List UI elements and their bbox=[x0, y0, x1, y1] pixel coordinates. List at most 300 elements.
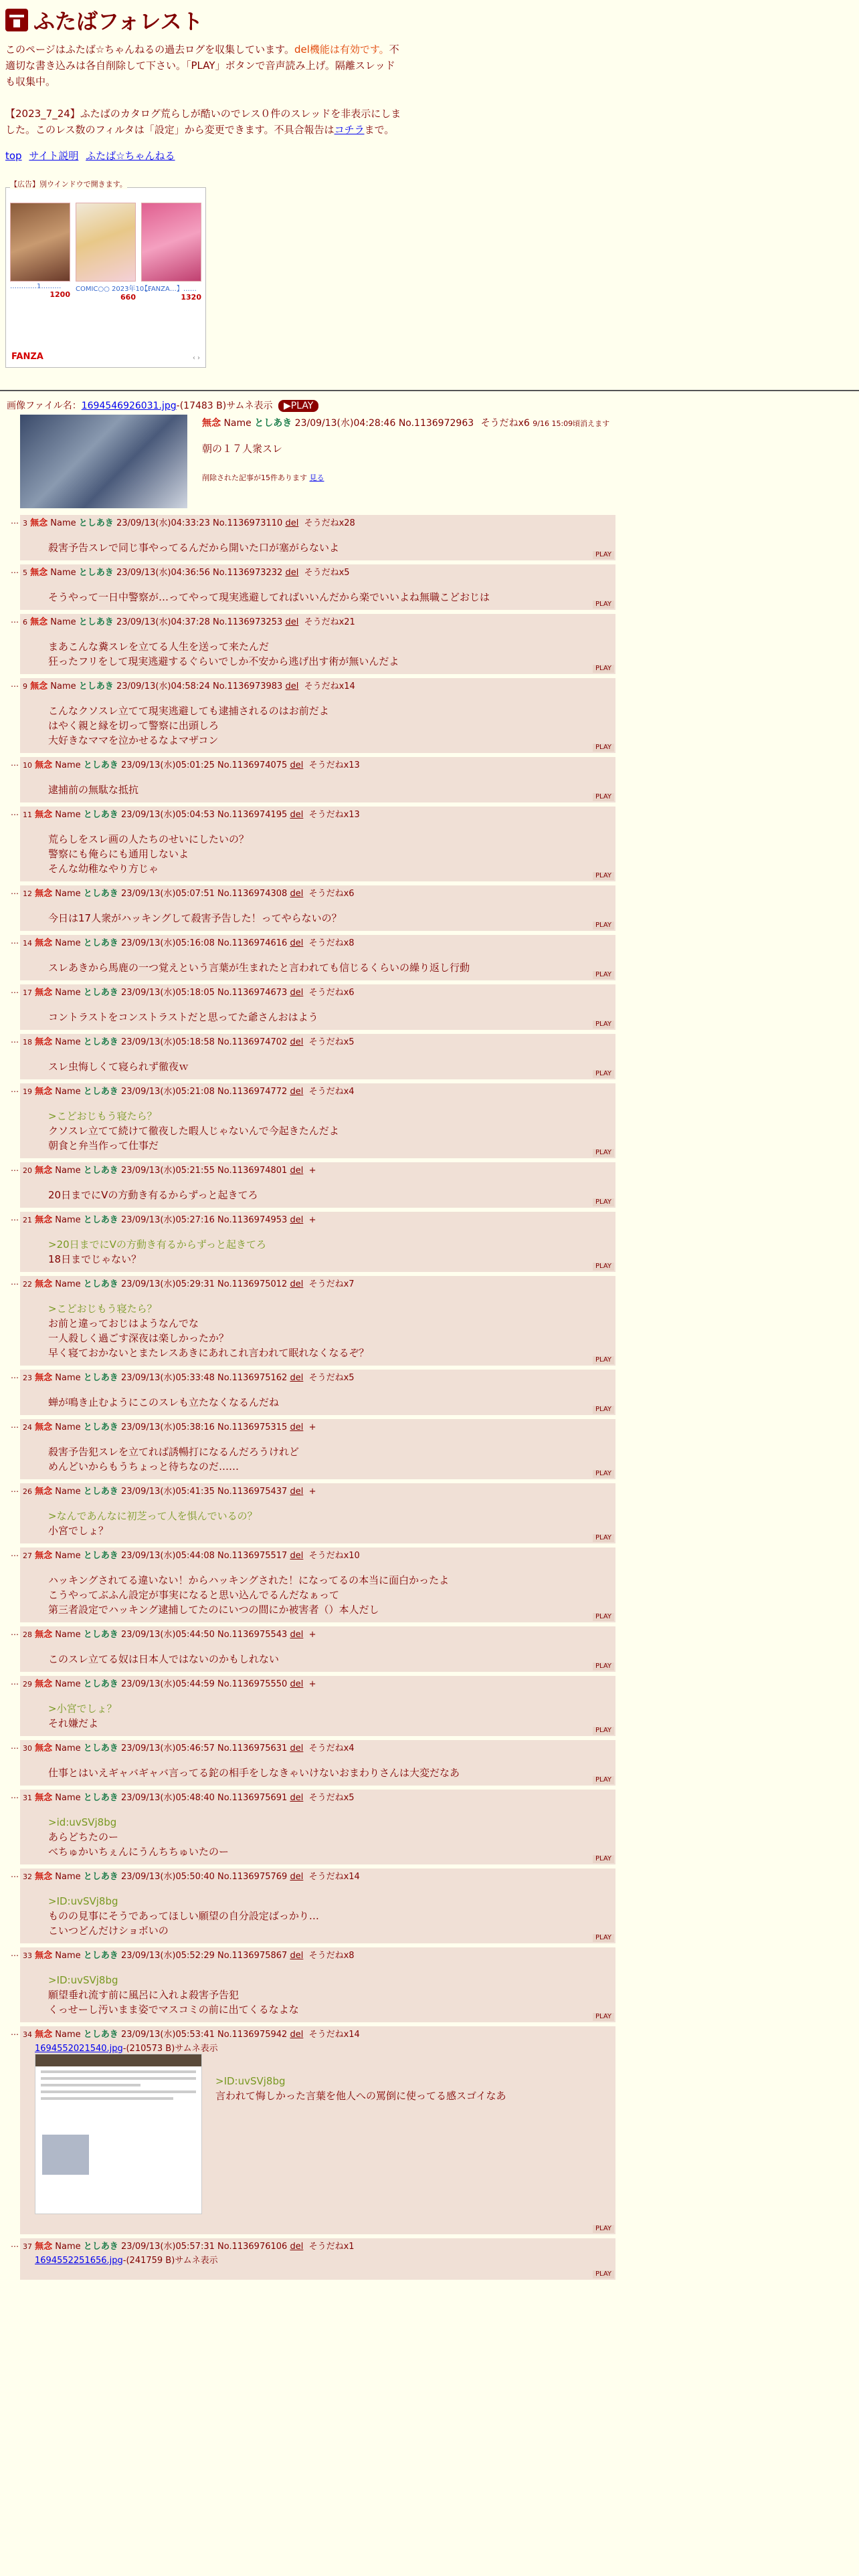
soudane-button[interactable]: + bbox=[308, 1422, 316, 1432]
ad-title[interactable]: …………1……… bbox=[10, 283, 62, 290]
body-line: 願望垂れ流す前に風呂に入れよ殺害予告犯 bbox=[48, 1989, 240, 2001]
del-link[interactable]: del bbox=[290, 1679, 304, 1689]
ad-image[interactable] bbox=[76, 203, 136, 282]
reply-post bbox=[0, 1676, 622, 1736]
reply-index: 28 bbox=[23, 1630, 32, 1639]
body-line: このスレ立てる奴は日本人ではないのかもしれない bbox=[48, 1653, 280, 1665]
reply-index: 17 bbox=[23, 988, 32, 997]
del-link[interactable]: del bbox=[290, 1743, 304, 1753]
soudane-button[interactable]: そうだねx5 bbox=[308, 1373, 355, 1383]
reply-play-button[interactable]: PLAY bbox=[593, 971, 614, 979]
reply-info bbox=[23, 518, 613, 530]
reply-dots: … bbox=[11, 2240, 19, 2249]
reply-play-button[interactable]: PLAY bbox=[593, 1534, 614, 1542]
reply-play-button[interactable]: PLAY bbox=[593, 1021, 614, 1029]
op-file-line bbox=[7, 399, 856, 412]
reply-index: 33 bbox=[23, 1951, 32, 1960]
reply-box bbox=[20, 1483, 615, 1543]
reply-number[interactable]: No.1136974308 bbox=[217, 889, 288, 899]
reply-number[interactable]: No.1136975162 bbox=[217, 1373, 288, 1383]
reply-file-meta: -(241759 B)サムネ表示 bbox=[122, 2256, 218, 2266]
reply-dots: … bbox=[11, 1628, 19, 1637]
reply-name: としあき bbox=[83, 1487, 118, 1497]
reply-name-label: Name bbox=[55, 1679, 81, 1689]
soudane-button[interactable]: + bbox=[308, 1630, 316, 1640]
reply-body bbox=[23, 693, 613, 753]
reply-box bbox=[20, 935, 615, 980]
reply-body bbox=[23, 950, 613, 980]
reply-play-button[interactable]: PLAY bbox=[593, 1356, 614, 1364]
del-link[interactable]: del bbox=[290, 760, 304, 770]
reply-play-button[interactable]: PLAY bbox=[593, 1727, 614, 1735]
reply-play-button[interactable]: PLAY bbox=[593, 665, 614, 673]
body-line: はやく親と縁を切って警察に出頭しろ bbox=[48, 720, 219, 732]
soudane-button[interactable]: そうだねx4 bbox=[308, 1743, 355, 1753]
reply-number[interactable]: No.1136975631 bbox=[217, 1743, 288, 1753]
site-title bbox=[5, 5, 403, 35]
body-line: 言われて悔しかった言葉を他人への罵倒に使ってる感スゴイなあ bbox=[215, 2090, 506, 2102]
reply-number[interactable]: No.1136974702 bbox=[217, 1037, 288, 1047]
reply-number[interactable]: No.1136975550 bbox=[217, 1679, 288, 1689]
reply-body bbox=[23, 772, 613, 802]
reply-box bbox=[20, 564, 615, 610]
reply-datetime: 23/09/13(水)05:44:08 bbox=[120, 1551, 215, 1561]
del-link[interactable]: del bbox=[290, 1087, 304, 1097]
quote-line: >ID:uvSVj8bg bbox=[215, 2075, 286, 2087]
body-line: 荒らしをスレ画の人たちのせいにしたいの？ bbox=[48, 833, 250, 845]
del-link[interactable]: del bbox=[290, 1166, 304, 1176]
reply-index: 27 bbox=[23, 1551, 32, 1560]
body-line: 殺害予告犯スレを立てれば誘暢打になるんだろうけれど bbox=[48, 1446, 300, 1458]
soudane-button[interactable]: + bbox=[308, 1215, 316, 1225]
reply-body bbox=[23, 629, 613, 674]
del-link[interactable]: del bbox=[285, 617, 299, 627]
op-file-link[interactable]: 1694546926031.jpg bbox=[81, 401, 177, 411]
reply-play-button[interactable]: PLAY bbox=[593, 1613, 614, 1621]
reply-datetime: 23/09/13(水)05:57:31 bbox=[120, 2242, 215, 2252]
soudane-button[interactable]: そうだねx5 bbox=[304, 568, 350, 578]
body-line: 朝食と弁当作って仕事だ bbox=[48, 1140, 159, 1152]
reply-play-button[interactable]: PLAY bbox=[593, 1406, 614, 1414]
notice-body: 【2023_7_24】ふたばのカタログ荒らしが酷いのでレス０件のスレッドを非表示にしました。このレス数のフィルタは「設定」から変更できます。不具合報告は bbox=[5, 108, 401, 136]
reply-number[interactable]: No.1136975942 bbox=[217, 2030, 288, 2040]
soudane-button[interactable]: そうだねx13 bbox=[308, 810, 360, 820]
del-link[interactable]: del bbox=[290, 1630, 304, 1640]
reply-datetime: 23/09/13(水)05:50:40 bbox=[120, 1872, 215, 1882]
reply-post bbox=[0, 757, 622, 802]
reply-post bbox=[0, 885, 622, 931]
reply-number[interactable]: No.1136974075 bbox=[217, 760, 288, 770]
reply-info bbox=[23, 1086, 613, 1098]
quote-line: >なんであんなに初芝って人を惧んでいるの？ bbox=[48, 1510, 258, 1522]
body-line: 狂ったフリをして現実逃避するぐらいでしか不安から逃げ出す術が無いんだよ bbox=[48, 655, 399, 667]
soudane-button[interactable]: そうだねx4 bbox=[308, 1087, 355, 1097]
reply-index: 30 bbox=[23, 1744, 32, 1753]
ad-image[interactable] bbox=[141, 203, 201, 282]
body-line: そんな幼稚なやり方じゃ bbox=[48, 863, 159, 875]
del-link[interactable]: del bbox=[285, 681, 299, 691]
reply-body bbox=[23, 1226, 613, 1272]
reply-dots: … bbox=[11, 1085, 19, 1094]
top-nav bbox=[5, 148, 403, 163]
quote-line: >ID:uvSVj8bg bbox=[48, 1974, 118, 1986]
soudane-button[interactable]: そうだねx7 bbox=[308, 1279, 355, 1289]
reply-play-button[interactable]: PLAY bbox=[593, 1934, 614, 1942]
reply-box bbox=[20, 1740, 615, 1786]
reply-number[interactable]: No.1136975867 bbox=[217, 1951, 288, 1961]
reply-box bbox=[20, 984, 615, 1030]
reply-post bbox=[0, 1547, 622, 1622]
reply-name: としあき bbox=[83, 760, 118, 770]
reply-post bbox=[0, 1947, 622, 2022]
ad-title[interactable]: 【FANZA…】…… bbox=[141, 286, 197, 293]
reply-datetime: 23/09/13(水)04:36:56 bbox=[116, 568, 210, 578]
del-link[interactable]: del bbox=[290, 1793, 304, 1803]
file-label: 画像ファイル名： bbox=[7, 401, 82, 411]
reply-subject: 無念 bbox=[35, 889, 53, 899]
reply-play-button[interactable]: PLAY bbox=[593, 1776, 614, 1784]
reply-datetime: 23/09/13(水)05:33:48 bbox=[120, 1373, 215, 1383]
reply-play-button[interactable]: PLAY bbox=[593, 2270, 614, 2278]
reply-box bbox=[20, 2238, 615, 2280]
reply-number[interactable]: No.1136974772 bbox=[217, 1087, 288, 1097]
body-line: くっせーし汚いまま姿でマスコミの前に出てくるなよな bbox=[48, 2004, 299, 2016]
reply-box bbox=[20, 1790, 615, 1864]
reply-datetime: 23/09/13(水)05:04:53 bbox=[120, 810, 215, 820]
intro-del-notice: del機能は有効です。 bbox=[294, 43, 389, 56]
site-title-text: ふたばフォレスト bbox=[33, 9, 203, 34]
op-info bbox=[202, 416, 609, 429]
reply-box bbox=[20, 1419, 615, 1479]
soudane-button[interactable]: + bbox=[308, 1679, 316, 1689]
del-link[interactable]: del bbox=[290, 1951, 304, 1961]
reply-index: 37 bbox=[23, 2242, 32, 2251]
reply-play-button[interactable]: PLAY bbox=[593, 793, 614, 801]
reply-subject: 無念 bbox=[35, 2242, 53, 2252]
reply-dots: … bbox=[11, 566, 19, 575]
reply-post bbox=[0, 1626, 622, 1672]
image-reply-content bbox=[23, 2041, 613, 2234]
reply-play-button[interactable]: PLAY bbox=[593, 922, 614, 930]
body-line: 大好きなママを泣かせるなよマザコン bbox=[48, 734, 219, 746]
op-thumbnail[interactable] bbox=[20, 415, 187, 508]
nav-top-link[interactable]: top bbox=[5, 150, 22, 162]
ad-item[interactable] bbox=[76, 203, 151, 310]
soudane-button[interactable]: そうだねx14 bbox=[308, 1872, 360, 1882]
body-line: ハッキングされてる違いない！からハッキングされた！になってるの本当に面白かったよ bbox=[48, 1574, 450, 1586]
reply-body bbox=[23, 1049, 613, 1079]
intro-text-c: 不適切な書き込みは各自削除して下さい。「PLAY」ボタンで音声読み上げ。隔離スレッドも収集中。 bbox=[5, 43, 399, 88]
reply-name: としあき bbox=[83, 1793, 118, 1803]
reply-number[interactable]: No.1136975691 bbox=[217, 1793, 288, 1803]
reply-box bbox=[20, 1212, 615, 1272]
reply-name-label: Name bbox=[55, 1951, 81, 1961]
reply-body bbox=[23, 900, 613, 931]
reply-name: としあき bbox=[83, 988, 118, 998]
reply-index: 3 bbox=[23, 519, 27, 528]
body-line: 早く寝ておかないとまたレスあきにあれこれ言われて眠れなくなるぞ？ bbox=[48, 1347, 369, 1359]
body-line: 殺害予告スレで同じ事やってるんだから開いた口が塞がらないよ bbox=[48, 542, 340, 554]
reply-number[interactable]: No.1136974616 bbox=[217, 938, 288, 948]
reply-post bbox=[0, 1868, 622, 1943]
reply-number[interactable]: No.1136974195 bbox=[217, 810, 288, 820]
reply-play-button[interactable]: PLAY bbox=[593, 601, 614, 609]
reply-play-button[interactable]: PLAY bbox=[593, 2225, 614, 2233]
reply-play-button[interactable]: PLAY bbox=[593, 1198, 614, 1206]
reply-post bbox=[0, 1740, 622, 1786]
reply-post bbox=[0, 1083, 622, 1158]
reply-info bbox=[23, 1550, 613, 1562]
reply-play-button[interactable]: PLAY bbox=[593, 1470, 614, 1478]
op-deleted-notice bbox=[202, 472, 324, 483]
reply-file-link[interactable]: 1694552021540.jpg bbox=[35, 2044, 123, 2054]
reply-dots: … bbox=[11, 1549, 19, 1558]
reply-number[interactable]: No.1136975543 bbox=[217, 1630, 288, 1640]
thread-divider bbox=[0, 390, 859, 391]
soudane-button[interactable]: そうだねx6 bbox=[308, 889, 355, 899]
reply-number[interactable]: No.1136975769 bbox=[217, 1872, 288, 1882]
reply-datetime: 23/09/13(水)05:29:31 bbox=[120, 1279, 215, 1289]
soudane-button[interactable]: そうだねx14 bbox=[304, 681, 355, 691]
reply-number[interactable]: No.1136974673 bbox=[217, 988, 288, 998]
reply-name-label: Name bbox=[55, 1373, 81, 1383]
soudane-button[interactable]: そうだねx1 bbox=[308, 2242, 355, 2252]
reply-box bbox=[20, 1083, 615, 1158]
body-line: 逮捕前の無駄な抵抗 bbox=[48, 784, 139, 796]
reply-play-button[interactable]: PLAY bbox=[593, 2013, 614, 2021]
soudane-button[interactable]: そうだねx8 bbox=[308, 1951, 355, 1961]
body-line: 小宮でしょ？ bbox=[48, 1525, 109, 1537]
reply-index: 12 bbox=[23, 889, 32, 898]
reply-dots: … bbox=[11, 679, 19, 689]
soudane-button[interactable]: そうだねx5 bbox=[308, 1037, 355, 1047]
reply-play-button[interactable]: PLAY bbox=[593, 1149, 614, 1157]
reply-play-button[interactable]: PLAY bbox=[593, 872, 614, 880]
reply-datetime: 23/09/13(水)05:52:29 bbox=[120, 1951, 215, 1961]
reply-number[interactable]: No.1136975437 bbox=[217, 1487, 288, 1497]
reply-play-button[interactable]: PLAY bbox=[593, 744, 614, 752]
reply-post bbox=[0, 1790, 622, 1864]
body-line: お前と違っておじはようなんでな bbox=[48, 1317, 199, 1329]
reply-number[interactable]: No.1136973232 bbox=[213, 568, 283, 578]
reply-info bbox=[23, 1037, 613, 1049]
body-line: こんなクソスレ立てて現実逃避しても逮捕されるのはお前だよ bbox=[48, 705, 329, 717]
op-soudane[interactable]: そうだねx6 bbox=[480, 418, 530, 429]
del-link[interactable]: del bbox=[290, 2030, 304, 2040]
del-link[interactable]: del bbox=[285, 568, 299, 578]
reply-number[interactable]: No.1136975517 bbox=[217, 1551, 288, 1561]
op-name-label: Name bbox=[223, 418, 252, 429]
reply-index: 5 bbox=[23, 568, 27, 577]
reply-datetime: 23/09/13(水)05:41:35 bbox=[120, 1487, 215, 1497]
reply-box bbox=[20, 2026, 615, 2234]
op-subject: 無念 bbox=[202, 418, 221, 429]
del-link[interactable]: del bbox=[290, 1037, 304, 1047]
ad-pager-arrows[interactable]: ‹ › bbox=[192, 354, 200, 362]
reply-subject: 無念 bbox=[35, 938, 53, 948]
reply-play-button[interactable]: PLAY bbox=[593, 1662, 614, 1671]
reply-list bbox=[0, 515, 622, 2284]
reply-body bbox=[23, 1755, 613, 1786]
ad-price: 1200 bbox=[50, 290, 70, 299]
nav-futaba-link[interactable]: ふたば☆ちゃんねる bbox=[86, 150, 175, 162]
soudane-button[interactable]: そうだねx13 bbox=[308, 760, 360, 770]
body-line: コントラストをコンストラストだと思ってた爺さんおはよう bbox=[48, 1011, 318, 1023]
reply-box bbox=[20, 1947, 615, 2022]
reply-name: としあき bbox=[83, 1679, 118, 1689]
reply-name-label: Name bbox=[55, 1215, 81, 1225]
reply-name: としあき bbox=[78, 617, 114, 627]
body-line: ものの見事にそうであってほしい願望の自分設定ばっかり… bbox=[48, 1910, 319, 1922]
reply-name-label: Name bbox=[50, 518, 76, 528]
soudane-button[interactable]: そうだねx10 bbox=[308, 1551, 360, 1561]
reply-play-button[interactable]: PLAY bbox=[593, 1855, 614, 1863]
reply-number[interactable]: No.1136975012 bbox=[217, 1279, 288, 1289]
reply-box bbox=[20, 678, 615, 753]
reply-info bbox=[23, 1950, 613, 1962]
reply-subject: 無念 bbox=[30, 568, 48, 578]
del-link[interactable]: del bbox=[290, 988, 304, 998]
intro-text bbox=[5, 41, 403, 90]
soudane-button[interactable]: + bbox=[308, 1166, 316, 1176]
del-link[interactable]: del bbox=[290, 1551, 304, 1561]
reply-subject: 無念 bbox=[35, 1422, 53, 1432]
reply-datetime: 23/09/13(水)04:33:23 bbox=[116, 518, 210, 528]
soudane-button[interactable]: そうだねx8 bbox=[308, 938, 355, 948]
body-line: 警察にも俺らにも通用しないよ bbox=[48, 848, 189, 860]
reply-datetime: 23/09/13(水)04:58:24 bbox=[116, 681, 210, 691]
reply-play-button[interactable]: PLAY bbox=[593, 1070, 614, 1078]
reply-post bbox=[0, 515, 622, 560]
reply-name-label: Name bbox=[55, 1793, 81, 1803]
reply-file-line bbox=[23, 2041, 613, 2054]
ad-title[interactable]: COMIC○○ 2023年10… bbox=[76, 286, 151, 293]
del-link[interactable]: del bbox=[290, 1872, 304, 1882]
ad-image[interactable] bbox=[10, 203, 70, 282]
soudane-button[interactable]: そうだねx6 bbox=[308, 988, 355, 998]
reply-post bbox=[0, 1162, 622, 1208]
reply-subject: 無念 bbox=[35, 1037, 53, 1047]
quote-line: >ID:uvSVj8bg bbox=[48, 1895, 118, 1907]
del-link[interactable]: del bbox=[290, 1422, 304, 1432]
soudane-button[interactable]: そうだねx28 bbox=[304, 518, 355, 528]
body-line: こうやってぶふん設定が事実になると思い込んでるんだなぁって bbox=[48, 1589, 340, 1601]
reply-dots: … bbox=[11, 615, 19, 625]
del-link[interactable]: del bbox=[290, 810, 304, 820]
reply-name-label: Name bbox=[55, 2030, 81, 2040]
reply-post bbox=[0, 678, 622, 753]
del-link[interactable]: del bbox=[290, 1279, 304, 1289]
reply-name-label: Name bbox=[55, 1872, 81, 1882]
reply-index: 32 bbox=[23, 1872, 32, 1881]
reply-index: 19 bbox=[23, 1087, 32, 1096]
del-link[interactable]: del bbox=[290, 889, 304, 899]
reply-thumbnail[interactable] bbox=[35, 2054, 202, 2214]
bug-report-link[interactable]: コチラ bbox=[334, 124, 365, 136]
quote-line: >小宮でしょ？ bbox=[48, 1703, 117, 1715]
reply-post bbox=[0, 1370, 622, 1415]
reply-name-label: Name bbox=[55, 1037, 81, 1047]
reply-index: 9 bbox=[23, 682, 27, 691]
fanza-logo: FANZA bbox=[11, 352, 43, 362]
reply-number[interactable]: No.1136975315 bbox=[217, 1422, 288, 1432]
op-number[interactable]: No.1136972963 bbox=[398, 418, 474, 429]
reply-dots: … bbox=[11, 986, 19, 995]
body-line: 今日は17人衆がハッキングして殺害予告した！ってやらないの？ bbox=[48, 912, 342, 924]
body-line: スレ虫悔しくて寝られず徹夜ｗ bbox=[48, 1061, 189, 1073]
del-link[interactable]: del bbox=[285, 518, 299, 528]
reply-number[interactable]: No.1136973110 bbox=[213, 518, 283, 528]
reply-subject: 無念 bbox=[35, 1166, 53, 1176]
reply-subject: 無念 bbox=[35, 1551, 53, 1561]
reply-box bbox=[20, 1162, 615, 1208]
reply-number[interactable]: No.1136973253 bbox=[213, 617, 283, 627]
reply-info bbox=[23, 1792, 613, 1804]
reply-body bbox=[23, 1434, 613, 1479]
reply-subject: 無念 bbox=[35, 1373, 53, 1383]
del-link[interactable]: del bbox=[290, 938, 304, 948]
reply-subject: 無念 bbox=[35, 1872, 53, 1882]
reply-dots: … bbox=[11, 1741, 19, 1751]
reply-index: 22 bbox=[23, 1280, 32, 1289]
reply-info bbox=[23, 760, 613, 772]
reply-post bbox=[0, 614, 622, 674]
body-line: 18日までじゃない？ bbox=[48, 1253, 142, 1265]
reply-datetime: 23/09/13(水)05:44:50 bbox=[120, 1630, 215, 1640]
reply-name-label: Name bbox=[55, 810, 81, 820]
ad-item[interactable] bbox=[141, 203, 201, 310]
reply-name: としあき bbox=[83, 1279, 118, 1289]
del-link[interactable]: del bbox=[290, 1487, 304, 1497]
soudane-button[interactable]: そうだねx21 bbox=[304, 617, 355, 627]
soudane-button[interactable]: そうだねx5 bbox=[308, 1793, 355, 1803]
reply-subject: 無念 bbox=[30, 617, 48, 627]
reply-number[interactable]: No.1136973983 bbox=[213, 681, 283, 691]
body-line: こいつどんだけショボいの bbox=[48, 1925, 169, 1937]
reply-dots: … bbox=[11, 1420, 19, 1430]
reply-name: としあき bbox=[83, 2242, 118, 2252]
reply-number[interactable]: No.1136976106 bbox=[217, 2242, 288, 2252]
ad-item[interactable] bbox=[10, 203, 70, 310]
soudane-button[interactable]: そうだねx14 bbox=[308, 2030, 360, 2040]
reply-name-label: Name bbox=[55, 1166, 81, 1176]
reply-body bbox=[23, 1098, 613, 1158]
reply-index: 26 bbox=[23, 1487, 32, 1496]
reply-number[interactable]: No.1136974801 bbox=[217, 1166, 288, 1176]
reply-play-button[interactable]: PLAY bbox=[593, 551, 614, 559]
reply-post bbox=[0, 984, 622, 1030]
del-link[interactable]: del bbox=[290, 2242, 304, 2252]
quote-line: >こどおじもう寝たら？ bbox=[48, 1303, 157, 1315]
reply-subject: 無念 bbox=[35, 1679, 53, 1689]
reply-dots: … bbox=[11, 1213, 19, 1222]
reply-file-link[interactable]: 1694552251656.jpg bbox=[35, 2256, 123, 2266]
reply-info bbox=[23, 2241, 613, 2253]
body-line: そうやって一日中警察が…ってやって現実逃避してればいいんだから楽でいいよね無職こどおじは bbox=[48, 591, 490, 603]
nav-about-link[interactable]: サイト説明 bbox=[29, 150, 79, 162]
soudane-button[interactable]: + bbox=[308, 1487, 316, 1497]
op-name: としあき bbox=[254, 418, 292, 429]
reply-number[interactable]: No.1136974953 bbox=[217, 1215, 288, 1225]
reply-post bbox=[0, 1276, 622, 1366]
show-deleted-link[interactable]: 見る bbox=[309, 473, 324, 482]
op-play-button[interactable]: ▶PLAY bbox=[278, 400, 318, 412]
reply-dots: … bbox=[11, 1870, 19, 1879]
reply-box bbox=[20, 1370, 615, 1415]
del-link[interactable]: del bbox=[290, 1373, 304, 1383]
reply-play-button[interactable]: PLAY bbox=[593, 1263, 614, 1271]
del-link[interactable]: del bbox=[290, 1215, 304, 1225]
